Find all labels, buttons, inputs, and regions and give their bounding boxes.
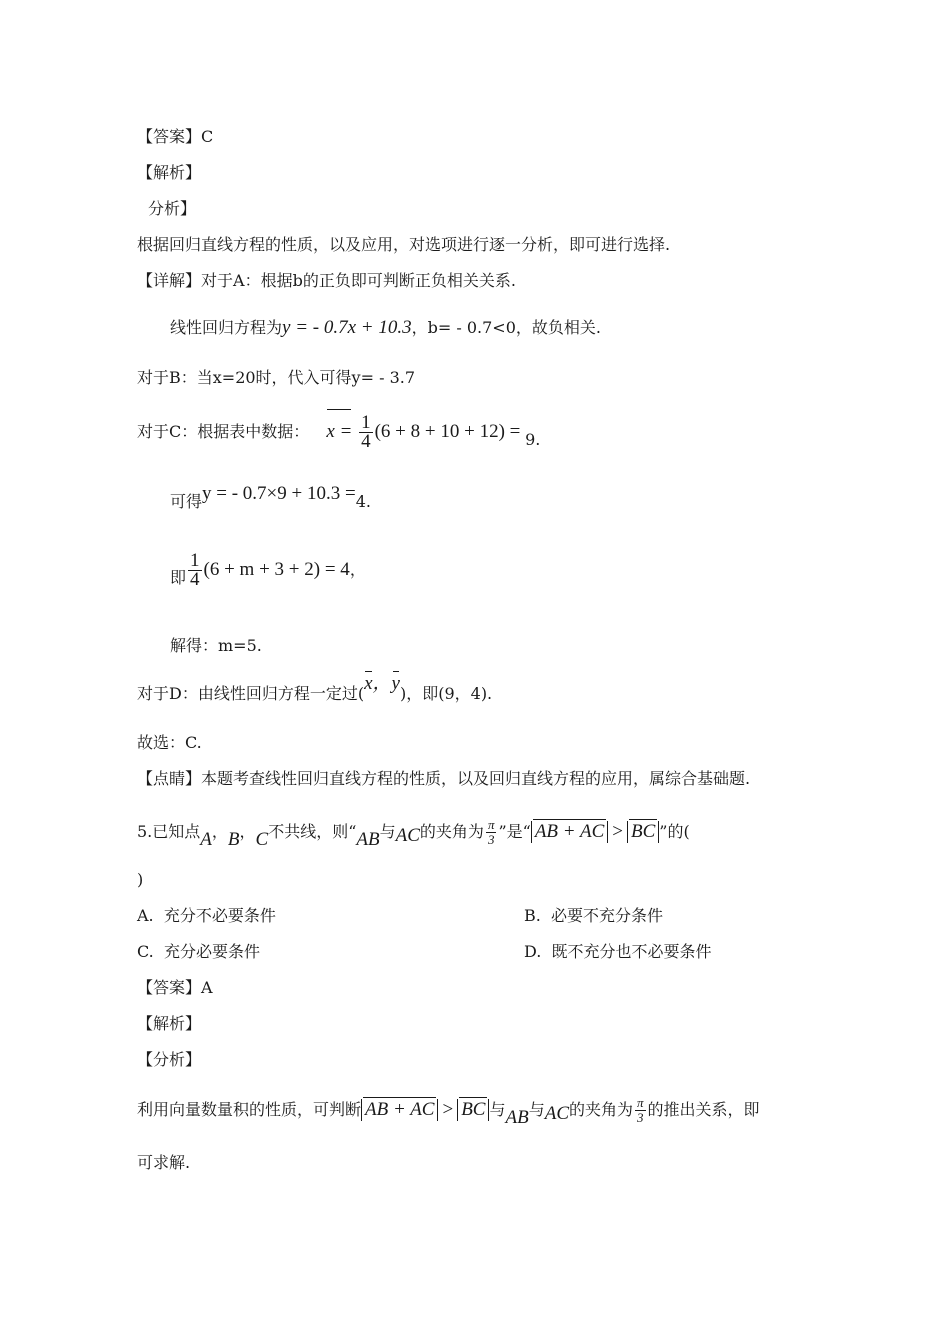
ji-comma: ， — [349, 560, 366, 579]
ybar-line — [170, 483, 371, 512]
option-d-analysis — [137, 673, 493, 704]
stem-part-d: ”是“ — [498, 822, 531, 841]
point-a: A — [200, 829, 212, 850]
fenxi-heading: 分析】 — [148, 199, 197, 218]
option-c-analysis — [137, 412, 540, 452]
norm-inequality: AB + AC > BC — [531, 821, 659, 842]
kede-label: 可得 — [170, 492, 203, 511]
ji-label: 即 — [170, 568, 187, 587]
xbar-lhs: x = — [326, 412, 352, 452]
pi-over-3: $\frac{\pi}{3}$ — [487, 817, 495, 847]
q5-jiexi: 【解析】 — [137, 1014, 202, 1033]
ji-fraction: $\frac{1}{4}$ — [190, 550, 200, 591]
ybar-formula: y = - 0.7×9 + 10.3 = — [202, 483, 356, 504]
regression-suffix: ，b= - 0.7<0，故负相关. — [411, 318, 601, 337]
q5-answer: 【答案】A — [137, 978, 213, 997]
point-c: C — [255, 829, 269, 850]
fenxi-pi-over-3: $\frac{\pi}{3}$ — [637, 1095, 644, 1125]
jiede-line: 解得：m=5. — [170, 636, 262, 655]
vector-ac: AC — [395, 825, 420, 846]
option-b-analysis: 对于B：当x=20时，代入可得y= - 3.7 — [137, 368, 416, 387]
d-suffix: )，即(9，4). — [399, 684, 493, 703]
q5-fenxi-end: 可求解. — [137, 1153, 191, 1172]
option-a: A. 充分不必要条件 — [137, 906, 276, 925]
stem-part-a: 5.已知点 — [137, 822, 201, 841]
conclusion-line: 故选：C. — [137, 733, 202, 752]
xbar-sum: (6 + 8 + 10 + 12) = — [374, 421, 521, 442]
option-d: D. 既不充分也不必要条件 — [524, 942, 712, 961]
c-prefix: 对于C：根据表中数据： — [137, 422, 310, 441]
regression-equation: y = - 0.7x + 10.3 — [282, 317, 412, 338]
ybar-result: 4. — [355, 492, 371, 511]
ji-line — [170, 550, 366, 590]
detail-label: 【详解】 — [137, 271, 202, 290]
fenxi-norm-inequality: AB + AC > BC — [361, 1099, 489, 1120]
jiexi-heading: 【解析】 — [137, 163, 202, 182]
regression-line — [170, 318, 601, 338]
regression-prefix: 线性回归方程为 — [170, 318, 283, 337]
d-prefix: 对于D：由线性回归方程一定过( — [137, 684, 365, 703]
answer-line: 【答案】C — [137, 127, 214, 146]
quarter-fraction: $\frac{1}{4}$ — [361, 412, 371, 453]
dianjing-line: 【点睛】本题考查线性回归直线方程的性质，以及回归直线方程的应用，属综合基础题. — [137, 769, 751, 788]
q5-fenxi-text: 利用向量数量积的性质，可判断 AB + AC > BC 与AB与AC的夹角为 $\frac{\pi}{3}$ 的推出关系，即 — [137, 1095, 760, 1128]
stem-part-b: 不共线，则“ — [268, 822, 357, 841]
stem-part-e: ”的( — [659, 822, 690, 841]
option-c: C. 充分必要条件 — [137, 942, 260, 961]
detail-a-text: 对于A：根据b的正负即可判断正负相关关系. — [201, 271, 516, 290]
fenxi-text: 根据回归直线方程的性质，以及应用，对选项进行逐一分析，即可进行选择. — [137, 235, 671, 254]
detail-a — [137, 271, 516, 291]
xbar-formula — [326, 412, 525, 453]
ji-formula — [186, 550, 350, 591]
vector-ab: AB — [356, 829, 380, 850]
xbar-result: 9. — [525, 430, 541, 449]
stem-part-c: 的夹角为 — [419, 822, 484, 841]
question-5-stem: 5.已知点A，B，C不共线，则“AB与AC的夹角为 $\frac{\pi}{3}$ ”是“ AB + AC > BC ”的( — [137, 817, 690, 850]
stem-close-paren: ) — [137, 870, 144, 889]
option-b: B. 必要不充分条件 — [524, 906, 664, 925]
point-b: B — [227, 829, 240, 850]
ji-expression: (6 + m + 3 + 2) = 4 — [203, 559, 350, 580]
d-point: x，y — [364, 673, 400, 694]
q5-fenxi: 【分析】 — [137, 1050, 202, 1069]
